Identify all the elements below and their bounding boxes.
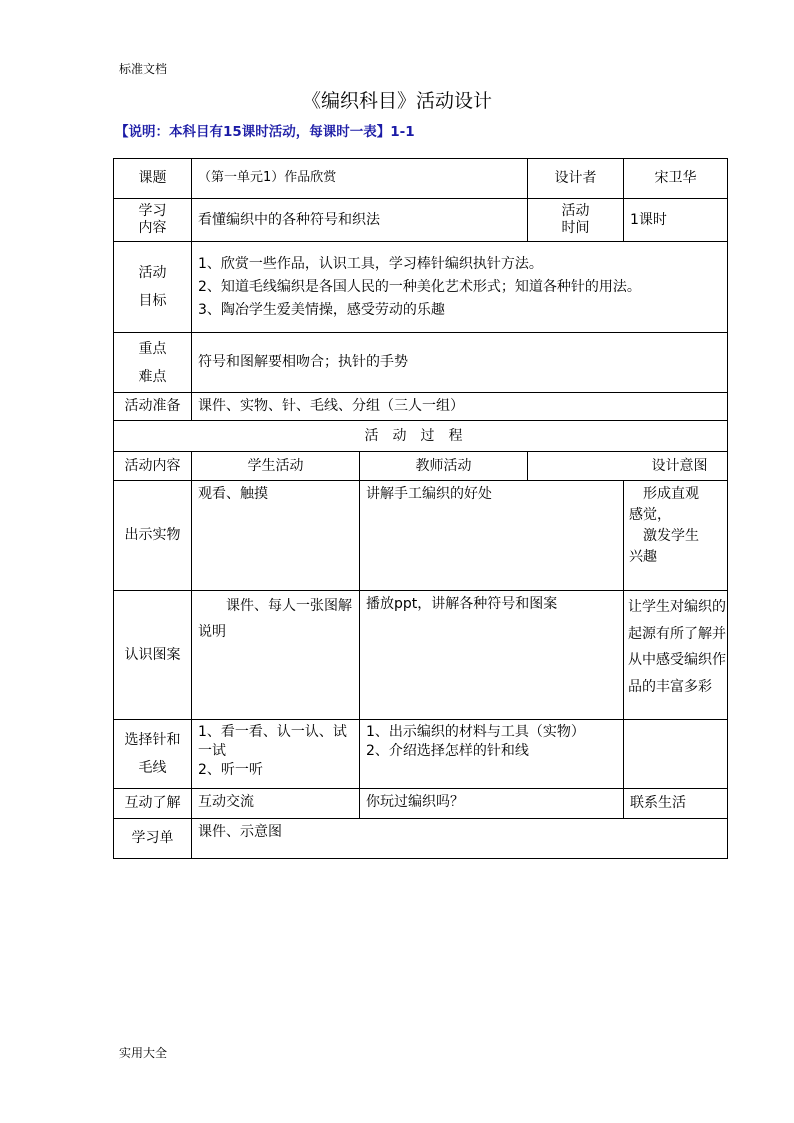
row-student: 课件、每人一张图解说明 [192,591,360,720]
activity-table [113,158,728,859]
col-content: 活动内容 [114,452,192,481]
content-row [114,199,728,242]
row-content: 选择针和 毛线 [114,720,192,789]
row-content: 互动了解 [114,789,192,819]
goal-item: 3、陶冶学生爱美情操，感受劳动的乐趣 [198,302,445,319]
page-footer: 实用大全 [119,1046,168,1060]
column-header-row [114,452,728,481]
goal-list [192,242,728,333]
note-line: 【说明：本科目有15课时活动，每课时一表】1-1 [115,124,415,140]
row-student: 1、看一看、认一认、试一试 2、听一听 [192,720,360,789]
row-teacher: 讲解手工编织的好处 [360,481,624,591]
key-value: 符号和图解要相吻合；执针的手势 [192,333,728,393]
topic-label: 课题 [114,159,192,199]
topic-value: （第一单元1）作品欣赏 [192,159,528,199]
table-row [114,591,728,720]
goal-item: 2、知道毛线编织是各国人民的一种美化艺术形式；知道各种针的用法。 [198,278,641,295]
row-student: 课件、示意图 [192,819,728,859]
time-label: 活动 时间 [528,199,624,242]
row-teacher: 你玩过编织吗？ [360,789,624,819]
process-title-row [114,421,728,452]
prep-row [114,393,728,421]
page-header: 标准文档 [119,62,168,76]
content-value: 看懂编织中的各种符号和织法 [192,199,528,242]
row-content: 出示实物 [114,481,192,591]
prep-label: 活动准备 [114,393,192,421]
process-title: 活动过程 [114,421,728,452]
row-content: 认识图案 [114,591,192,720]
table-row [114,720,728,789]
row-design: 联系生活 [624,789,728,819]
col-student: 学生活动 [192,452,360,481]
goal-item: 1、欣赏一些作品，认识工具，学习棒针编织执针方法。 [198,255,543,272]
col-design: 设计意图 [528,452,728,481]
time-value: 1课时 [624,199,728,242]
topic-row [114,159,728,199]
row-design: 让学生对编织的起源有所了解并从中感受编织作品的丰富多彩 [624,591,728,720]
table-row [114,789,728,819]
designer-label: 设计者 [528,159,624,199]
key-label: 重点 难点 [114,333,192,393]
goal-row [114,242,728,333]
row-teacher: 播放ppt，讲解各种符号和图案 [360,591,624,720]
row-teacher: 1、出示编织的材料与工具（实物） 2、介绍选择怎样的针和线 [360,720,624,789]
table-row [114,481,728,591]
row-content: 学习单 [114,819,192,859]
goal-label: 活动 目标 [114,242,192,333]
col-teacher: 教师活动 [360,452,528,481]
page-title: 《编织科目》活动设计 [301,90,492,112]
table-row [114,819,728,859]
row-design: 形成直观 感觉， 激发学生 兴趣 [624,481,728,591]
row-student: 互动交流 [192,789,360,819]
row-student: 观看、触摸 [192,481,360,591]
key-row [114,333,728,393]
designer-value: 宋卫华 [624,159,728,199]
prep-value: 课件、实物、针、毛线、分组（三人一组） [192,393,728,421]
content-label: 学习 内容 [114,199,192,242]
row-design [624,720,728,789]
